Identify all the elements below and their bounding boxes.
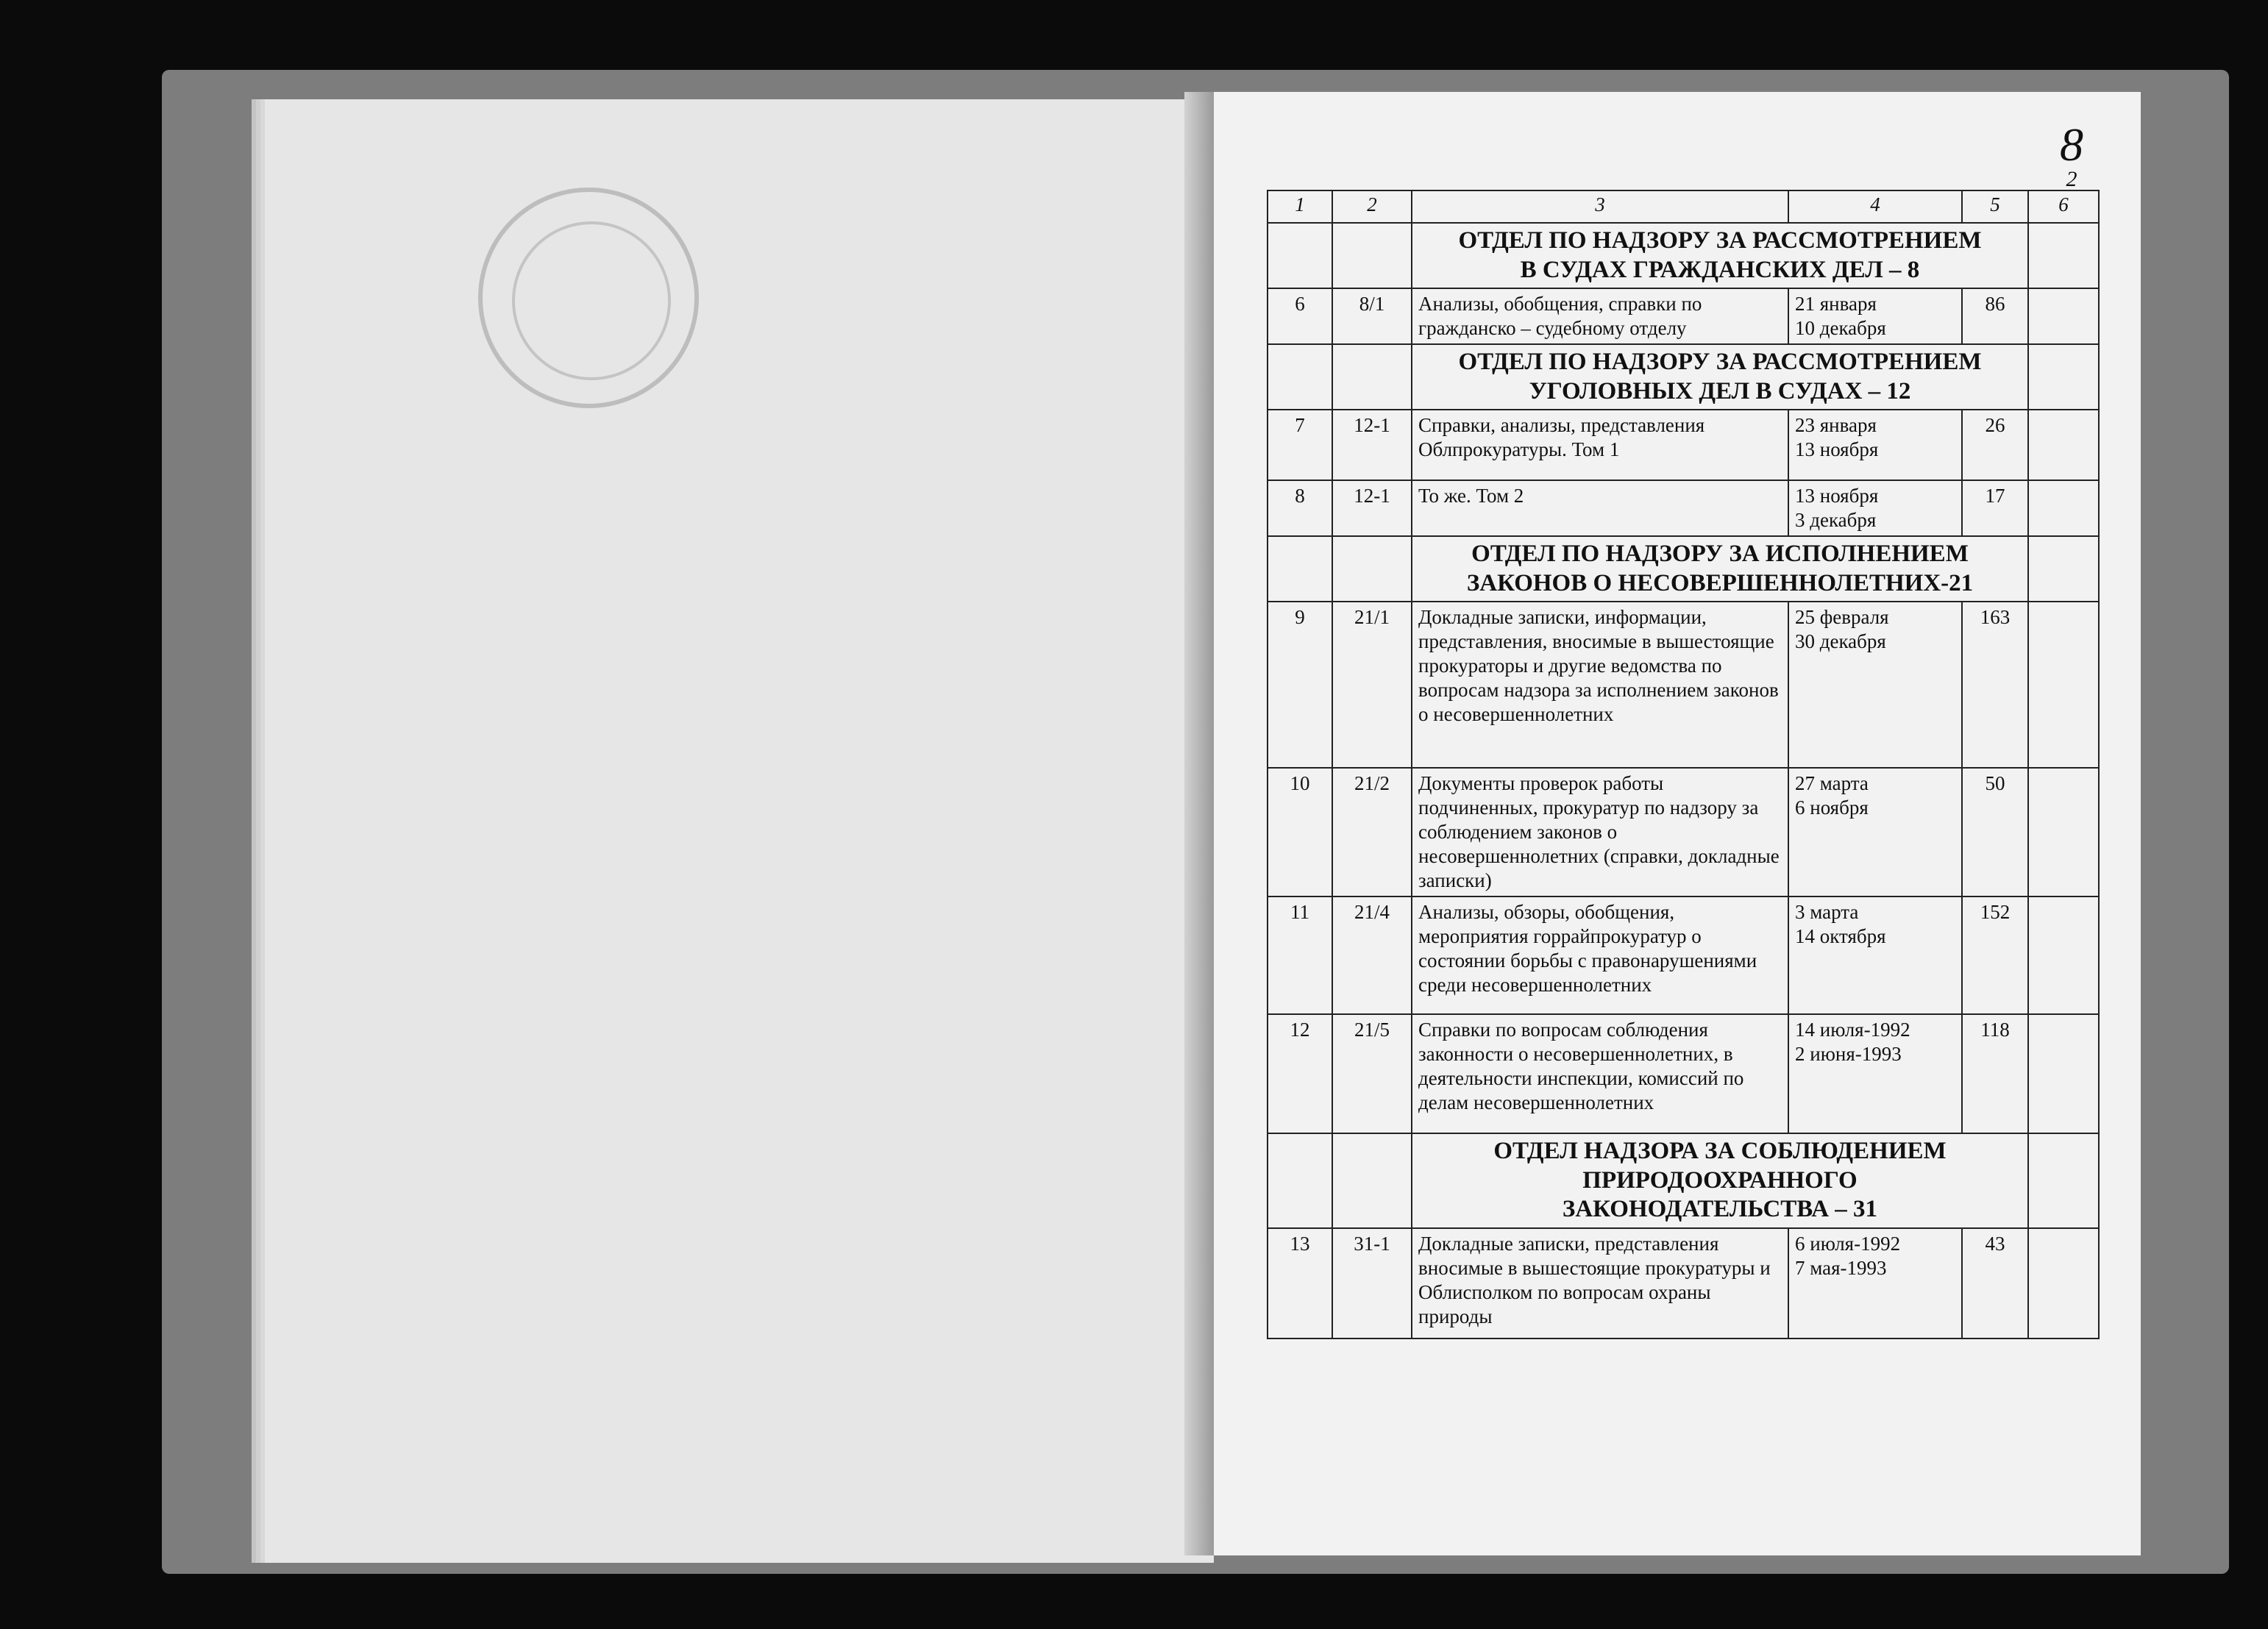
- record-dates: 21 января 10 декабря: [1788, 288, 1962, 344]
- record-dates: 3 марта 14 октября: [1788, 897, 1962, 1014]
- record-dates: 27 марта 6 ноября: [1788, 768, 1962, 897]
- record-title: Докладные записки, представления вносимые в вышестоящие прокуратуры и Облисполком по вопросам охраны природы: [1412, 1228, 1788, 1339]
- left-page: [265, 99, 1214, 1563]
- record-dates: 13 ноября 3 декабря: [1788, 480, 1962, 536]
- table-row: 7 12-1 Справки, анализы, представления Облпрокуратуры. Том 1 23 января 13 ноября 26: [1268, 410, 2099, 480]
- record-title: Анализы, обзоры, обобщения, мероприятия горрайпрокуратур о состоянии борьбы с правонарушениями среди несовершеннолетних: [1412, 897, 1788, 1014]
- table-row: 12 21/5 Справки по вопросам соблюдения законности о несовершеннолетних, в деятельности инспекции, комиссий по делам несовершеннолетних 14 июля-1992 2 июня-1993 118: [1268, 1014, 2099, 1133]
- col-header-4: 4: [1788, 190, 1962, 223]
- record-dates: 14 июля-1992 2 июня-1993: [1788, 1014, 1962, 1133]
- record-dates: 6 июля-1992 7 мая-1993: [1788, 1228, 1962, 1339]
- table-row: 8 12-1 То же. Том 2 13 ноября 3 декабря 17: [1268, 480, 2099, 536]
- col-header-2: 2: [1332, 190, 1412, 223]
- record-title: То же. Том 2: [1412, 480, 1788, 536]
- table-row: 13 31-1 Докладные записки, представления вносимые в вышестоящие прокуратуры и Облисполком по вопросам охраны природы 6 июля-1992 7 мая-1993 43: [1268, 1228, 2099, 1339]
- page-number: [2060, 118, 2083, 191]
- table-row: 6 8/1 Анализы, обобщения, справки по гражданско – судебному отделу 21 января 10 декабря 86: [1268, 288, 2099, 344]
- record-title: Справки по вопросам соблюдения законности о несовершеннолетних, в деятельности инспекции, комиссий по делам несовершеннолетних: [1412, 1014, 1788, 1133]
- record-title: Справки, анализы, представления Облпрокуратуры. Том 1: [1412, 410, 1788, 480]
- section-row: [1268, 344, 2099, 410]
- bleed-through-text: [809, 177, 816, 204]
- record-dates: 25 февраля 30 декабря: [1788, 602, 1962, 768]
- section-row: [1268, 1133, 2099, 1228]
- table-row: 10 21/2 Документы проверок работы подчиненных, прокуратур по надзору за соблюдением законов о несовершеннолетних (справки, докладные записки) 27 марта 6 ноября 50: [1268, 768, 2099, 897]
- col-header-5: 5: [1962, 190, 2028, 223]
- header-row: [1268, 190, 2099, 223]
- table-row: 11 21/4 Анализы, обзоры, обобщения, мероприятия горрайпрокуратур о состоянии борьбы с правонарушениями среди несовершеннолетних 3 марта 14 октября 152: [1268, 897, 2099, 1014]
- section-row: [1268, 536, 2099, 602]
- record-title: Докладные записки, информации, представления, вносимые в вышестоящие прокураторы и другие ведомства по вопросам надзора за исполнением законов о несовершеннолетних: [1412, 602, 1788, 768]
- col-header-3: 3: [1412, 190, 1788, 223]
- page-number-sub: 2: [2066, 167, 2077, 191]
- col-header-6: 6: [2028, 190, 2099, 223]
- page-number-main: 8: [2060, 118, 2083, 171]
- faded-seal-stamp: [478, 188, 699, 408]
- record-dates: 23 января 13 ноября: [1788, 410, 1962, 480]
- section-title: ОТДЕЛ ПО НАДЗОРУ ЗА ИСПОЛНЕНИЕМ ЗАКОНОВ О НЕСОВЕРШЕННОЛЕТНИХ-21: [1412, 536, 2028, 602]
- col-header-1: 1: [1268, 190, 1332, 223]
- record-title: Документы проверок работы подчиненных, прокуратур по надзору за соблюдением законов о несовершеннолетних (справки, докладные записки): [1412, 768, 1788, 897]
- section-title: ОТДЕЛ ПО НАДЗОРУ ЗА РАССМОТРЕНИЕМ УГОЛОВНЫХ ДЕЛ В СУДАХ – 12: [1412, 344, 2028, 410]
- section-row: [1268, 223, 2099, 288]
- section-title: ОТДЕЛ НАДЗОРА ЗА СОБЛЮДЕНИЕМ ПРИРОДООХРАННОГО ЗАКОНОДАТЕЛЬСТВА – 31: [1412, 1133, 2028, 1228]
- section-title: ОТДЕЛ ПО НАДЗОРУ ЗА РАССМОТРЕНИЕМ В СУДАХ ГРАЖДАНСКИХ ДЕЛ – 8: [1412, 223, 2028, 288]
- table-row: 9 21/1 Докладные записки, информации, представления, вносимые в вышестоящие прокураторы и другие ведомства по вопросам надзора за исполнением законов о несовершеннолетних 25 февраля 30 декабря 163: [1268, 602, 2099, 768]
- record-title: Анализы, обобщения, справки по гражданско – судебному отделу: [1412, 288, 1788, 344]
- inventory-table: [1267, 190, 2100, 1339]
